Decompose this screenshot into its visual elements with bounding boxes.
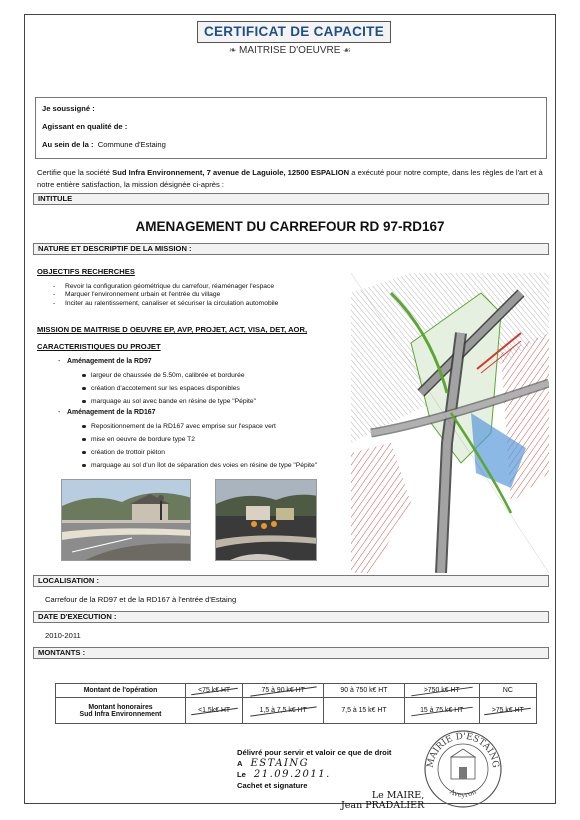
document-title: CERTIFICAT DE CAPACITE — [203, 24, 385, 39]
intitule-bar: INTITULE — [33, 193, 549, 205]
amount-cell: >75 k€ HT — [479, 698, 536, 724]
list-item: Repositionnement de la RD167 avec emprise sur l'espace vert — [91, 420, 317, 433]
amount-cell: 7,5 à 15 k€ HT — [324, 698, 405, 724]
objectifs-heading: OBJECTIFS RECHERCHES — [37, 267, 135, 276]
stamp-ring-text: MAIRIE D'ESTAING — [425, 731, 501, 769]
certify-company: Sud Infra Environnement, 7 avenue de Laguiole, 12500 ESPALION — [112, 168, 350, 177]
ornament-right-icon: ☙ — [340, 45, 351, 55]
nature-bar: NATURE ET DESCRIPTIF DE LA MISSION : — [33, 243, 549, 255]
amount-cell: 90 à 750 k€ HT — [324, 684, 405, 698]
list-item: mise en oeuvre de bordure type T2 — [91, 433, 317, 446]
identity-box — [35, 97, 547, 159]
delivery-line: Délivré pour servir et valoir ce que de droit — [237, 748, 392, 757]
list-item: création de trottoir piéton — [91, 446, 317, 459]
row2-label-b: Sud Infra Environnement — [79, 710, 162, 718]
list-item: - Inciter au ralentissement, canaliser et sécuriser la circulation automobile — [65, 300, 278, 308]
date-text: 2010-2011 — [45, 631, 81, 640]
table-row — [56, 684, 537, 698]
certificate-page — [24, 14, 556, 811]
photo-finished-crossroads — [61, 479, 191, 561]
mayor-title: Le MAIRE, — [371, 790, 425, 801]
signature-block — [237, 747, 391, 791]
certify-prefix: Certifie que la société — [37, 168, 113, 177]
subtitle-text: MAITRISE D'OEUVRE — [239, 45, 341, 56]
amount-cell: 1,5 à 7,5 k€ HT — [243, 698, 324, 724]
list-item: - Revoir la configuration géométrique du carrefour, réaménager l'espace — [65, 283, 278, 291]
subtitle — [25, 45, 555, 56]
table-row — [56, 698, 537, 724]
project-title: AMENAGEMENT DU CARREFOUR RD 97-RD167 — [135, 219, 445, 234]
a-label: A — [237, 759, 243, 768]
list-item: marquage au sol d'un îlot de séparation des voies en résine de type "Pépite" — [91, 459, 317, 472]
amount-cell: <75 k€ HT — [186, 684, 243, 698]
amount-cell: >750 k€ HT — [404, 684, 479, 698]
row2-label-a: Montant honoraires — [88, 703, 153, 711]
amount-cell: 15 à 75 k€ HT — [404, 698, 479, 724]
date-bar: DATE D'EXECUTION : — [33, 611, 549, 623]
cachet-line: Cachet et signature — [237, 781, 308, 790]
amount-cell: <1,5k€ HT — [186, 698, 243, 724]
mayor-name: Jean PRADALIER — [341, 800, 425, 811]
site-plan — [351, 273, 549, 573]
a-value: ESTAING — [250, 758, 310, 769]
svg-text:Aveyron — [447, 787, 478, 799]
list-item: marquage au sol avec bande en résine de type "Pépite" — [91, 395, 256, 408]
le-value: 21.09.2011. — [253, 769, 331, 780]
list-item: largeur de chaussée de 5.50m, calibrée et bordurée — [91, 369, 256, 382]
ornament-left-icon: ❧ — [229, 45, 240, 55]
soussigne-row — [42, 102, 540, 120]
qualite-row — [42, 120, 540, 138]
stamp-ring-bottom: Aveyron — [448, 787, 478, 800]
svg-text:MAIRIE D'ESTAING — [426, 732, 500, 769]
localisation-bar: LOCALISATION : — [33, 575, 549, 587]
certify-suffix: a exécuté pour notre compte, dans les règles de l'art et à notre entière satisfaction, la mission désignée ci-après : — [37, 168, 543, 189]
certify-paragraph — [37, 167, 547, 191]
le-label: Le — [237, 770, 246, 779]
montants-bar: MONTANTS : — [33, 647, 549, 659]
sein-label: Au sein de la : — [42, 140, 94, 149]
date-line — [237, 769, 391, 780]
sein-row — [42, 138, 540, 156]
caracteristiques-heading: CARACTERISTIQUES DU PROJET — [37, 342, 161, 351]
list-item: création d'accotement sur les espaces disponibles — [91, 382, 256, 395]
qualite-label: Agissant en qualité de : — [42, 122, 128, 131]
localisation-text: Carrefour de la RD97 et de la RD167 à l'entrée d'Estaing — [45, 595, 237, 604]
objectifs-list — [65, 283, 278, 308]
photo-works-in-progress — [215, 479, 317, 561]
row1-label: Montant de l'opération — [56, 684, 186, 698]
soussigne-label: Je soussigné : — [42, 104, 95, 113]
amount-cell: 75 à 90 k€ HT — [243, 684, 324, 698]
list-item: - Marquer l'environnement urbain et l'entrée du village — [65, 291, 278, 299]
place-line — [237, 758, 391, 769]
title-box — [197, 21, 391, 43]
mayor-block — [341, 791, 424, 811]
rd97-heading: - Aménagement de la RD97 — [67, 358, 152, 365]
amounts-table — [55, 683, 537, 724]
sein-value: Commune d'Estaing — [97, 140, 166, 149]
row2-label — [56, 698, 186, 724]
rd167-list — [91, 420, 317, 472]
mission-heading: MISSION DE MAITRISE D OEUVRE EP, AVP, PROJET, ACT, VISA, DET, AOR, — [37, 325, 308, 334]
amount-cell: NC — [479, 684, 536, 698]
rd167-heading: - Aménagement de la RD167 — [67, 409, 155, 416]
town-hall-stamp-icon — [421, 727, 505, 811]
rd97-list — [91, 369, 256, 408]
